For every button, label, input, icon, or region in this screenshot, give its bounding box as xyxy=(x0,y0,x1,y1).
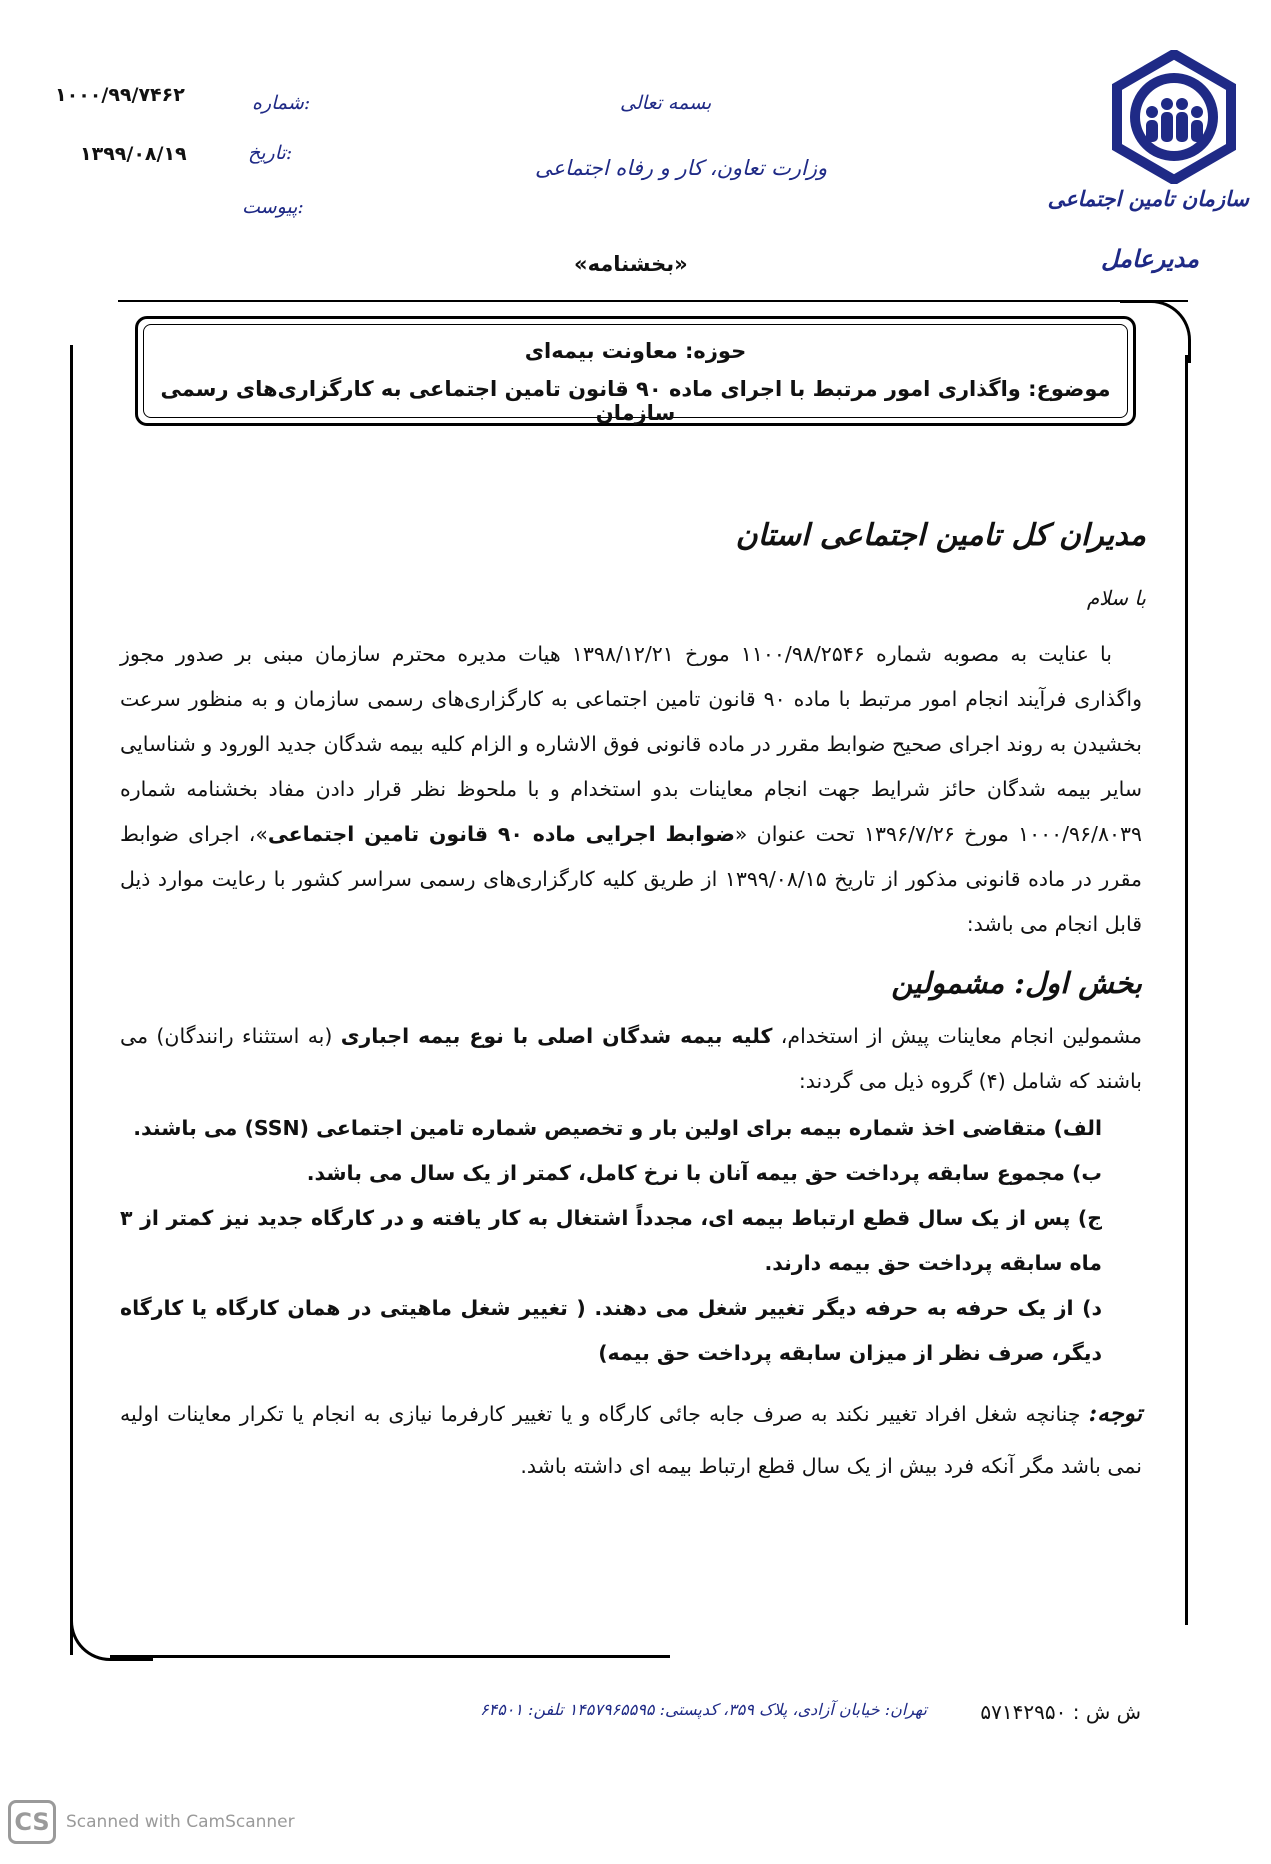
subject-domain: حوزه: معاونت بیمه‌ای xyxy=(524,339,747,363)
list-item: ب) مجموع سابقه پرداخت حق بیمه آنان با نرخ کامل، کمتر از یک سال می باشد. xyxy=(306,1161,1102,1185)
section-intro-text: مشمولین انجام معاینات پیش از استخدام، xyxy=(772,1024,1142,1048)
subject-title: موضوع: واگذاری امور مرتبط با اجرای ماده ۹۰ قانون تامین اجتماعی به کارگزاری‌های رسمی سازمان xyxy=(160,377,1111,425)
section-title: بخش اول: مشمولین xyxy=(891,966,1142,1000)
addressee: مدیران کل تامین اجتماعی استان xyxy=(735,518,1146,553)
frame-left-line xyxy=(70,345,73,1655)
list-item: الف) متقاضی اخذ شماره بیمه برای اولین بار و تخصیص شماره تامین اجتماعی (SSN) می باشند. xyxy=(133,1116,1102,1140)
footer-code: ش ش : ۵۷۱۴۲۹۵۰ xyxy=(980,1700,1141,1724)
footer-address: تهران: خیابان آزادی، پلاک ۳۵۹، کدپستی: ۱۴۵۷۹۶۵۵۹۵ تلفن: ۶۴۵۰۱ xyxy=(480,1700,927,1719)
sender-title: مدیرعامل xyxy=(1100,244,1199,273)
number-label: شماره: xyxy=(252,92,311,114)
camscanner-text: Scanned with CamScanner xyxy=(66,1812,295,1832)
main-paragraph-text: »، اجرای ضوابط مقرر در ماده قانونی مذکور از تاریخ ۱۳۹۹/۰۸/۱۵ از طریق کلیه کارگزاری‌های رسمی سراسر کشور با رعایت موارد ذیل قابل انجام می باشد: xyxy=(120,822,1142,936)
frame-corner xyxy=(70,1610,153,1661)
letter-date: ۱۳۹۹/۰۸/۱۹ xyxy=(80,143,187,165)
section-intro-bold: کلیه بیمه شدگان اصلی با نوع بیمه اجباری xyxy=(340,1024,773,1048)
bismillah: بسمه تعالی xyxy=(620,92,712,114)
organization-logo-icon xyxy=(1107,50,1241,184)
organization-name: سازمان تامین اجتماعی xyxy=(1047,186,1249,211)
list-item: ج) پس از یک سال قطع ارتباط بیمه ای، مجدداً اشتغال به کار یافته و در کارگاه جدید نیز کمتر از ۳ ماه سابقه پرداخت حق بیمه دارند. xyxy=(120,1206,1102,1275)
organization-logo xyxy=(1107,50,1241,184)
note-paragraph xyxy=(120,1388,1142,1492)
date-label: تاریخ: xyxy=(248,142,293,164)
note-label: توجه: xyxy=(1088,1400,1142,1427)
main-paragraph-text: با عنایت به مصوبه شماره ۱۱۰۰/۹۸/۲۵۴۶ مورخ ۱۳۹۸/۱۲/۲۱ هیات مدیره محترم سازمان مبنی بر صدور مجوز واگذاری فرآیند انجام امور مرتبط با ماده ۹۰ قانون تامین اجتماعی به کارگزاری‌های رسمی سازمان و به منظور سرعت بخشیدن به روند اجرای صحیح ضوابط مقرر در ماده قانونی فوق الاشاره و الزام کلیه بیمه شدگان جدید الورود و شناسایی سایر بیمه شدگان حائز شرایط جهت انجام معاینات بدو استخدام و با ملحوظ نظر قرار دادن مفاد بخشنامه شماره ۱۰۰۰/۹۶/۸۰۳۹ مورخ ۱۳۹۶/۷/۲۶ تحت عنوان « xyxy=(120,642,1142,846)
main-paragraph xyxy=(120,632,1142,947)
document-type: «بخشنامه» xyxy=(574,252,688,276)
ministry-name: وزارت تعاون، کار و رفاه اجتماعی xyxy=(535,156,828,180)
list-item: د) از یک حرفه به حرفه دیگر تغییر شغل می دهند. ( تغییر شغل ماهیتی در همان کارگاه یا کارگاه دیگر، صرف نظر از میزان سابقه پرداخت حق بیمه) xyxy=(120,1296,1102,1365)
attachment-label: پیوست: xyxy=(242,196,304,218)
letter-body xyxy=(120,632,1142,1492)
section-intro-text: (به استثناء رانندگان) می باشند که شامل (۴) گروه ذیل می گردند: xyxy=(120,1024,1142,1093)
criteria-list xyxy=(120,1106,1142,1376)
frame-bottom-line xyxy=(110,1655,670,1658)
letter-number: ۱۰۰۰/۹۹/۷۴۶۲ xyxy=(55,84,185,106)
frame-top-line xyxy=(118,300,1188,302)
camscanner-logo-icon: CS xyxy=(8,1800,56,1844)
note-text: چنانچه شغل افراد تغییر نکند به صرف جابه جائی کارگاه و یا تغییر کارفرما نیازی به انجام یا تکرار معاینات اولیه نمی باشد مگر آنکه فرد بیش از یک سال قطع ارتباط بیمه ای داشته باشد. xyxy=(120,1402,1142,1478)
regulation-title: ضوابط اجرایی ماده ۹۰ قانون تامین اجتماعی xyxy=(267,822,735,846)
frame-right-line xyxy=(1185,355,1188,1625)
greeting: با سلام xyxy=(1086,586,1146,610)
subject-box xyxy=(135,316,1136,426)
section-intro xyxy=(120,1014,1142,1104)
